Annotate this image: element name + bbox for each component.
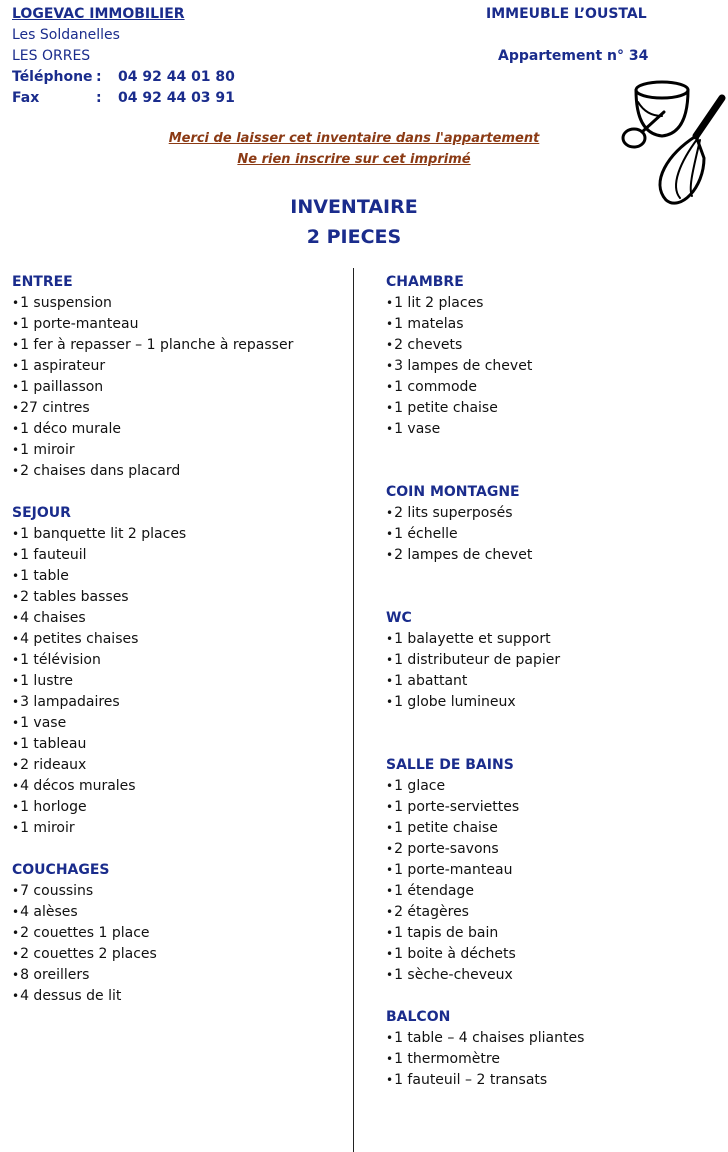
inventory-item: • 1 porte-manteau [12, 314, 293, 335]
inventory-item: • 1 sèche-cheveux [386, 965, 584, 986]
notice-line2: Ne rien inscrire sur cet imprimé [237, 152, 471, 167]
phone-label: Téléphone [12, 69, 93, 85]
inventory-item: • 4 chaises [12, 608, 293, 629]
phone-number: 04 92 44 01 80 [118, 69, 235, 85]
inventory-item: • 1 tapis de bain [386, 923, 584, 944]
inventory-item: • 3 lampadaires [12, 692, 293, 713]
inventory-item: • 1 petite chaise [386, 398, 584, 419]
inventory-item: • 1 porte-manteau [386, 860, 584, 881]
inventory-item: • 1 horloge [12, 797, 293, 818]
inventory-item: • 1 commode [386, 377, 584, 398]
fax-row [12, 90, 235, 106]
address-line1: Les Soldanelles [12, 27, 120, 43]
inventory-item: • 1 télévision [12, 650, 293, 671]
inventory-item: • 1 globe lumineux [386, 692, 584, 713]
inventory-item: • 1 vase [12, 713, 293, 734]
section-heading-wc: WC [386, 610, 412, 626]
fax-label: Fax [12, 90, 40, 106]
inventory-item: • 1 table – 4 chaises pliantes [386, 1028, 584, 1049]
section-heading-salle-de-bains: SALLE DE BAINS [386, 757, 514, 773]
inventory-item: • 2 chevets [386, 335, 584, 356]
fax-number: 04 92 44 03 91 [118, 90, 235, 106]
inventory-item: • 1 lit 2 places [386, 293, 584, 314]
inventory-item: • 1 balayette et support [386, 629, 584, 650]
section-list-balcon [386, 1028, 584, 1091]
inventory-item: • 1 fauteuil – 2 transats [386, 1070, 584, 1091]
inventory-item: • 2 couettes 1 place [12, 923, 293, 944]
inventory-item: • 7 coussins [12, 881, 293, 902]
inventory-item: • 2 porte-savons [386, 839, 584, 860]
section-list-coin-montagne [386, 503, 584, 566]
inventory-item: • 1 porte-serviettes [386, 797, 584, 818]
inventory-item: • 2 rideaux [12, 755, 293, 776]
inventory-item: • 1 thermomètre [386, 1049, 584, 1070]
inventory-item: • 27 cintres [12, 398, 293, 419]
left-column [12, 272, 293, 1007]
section-list-wc [386, 629, 584, 713]
phone-separator: : [96, 69, 102, 85]
inventory-item: • 2 étagères [386, 902, 584, 923]
section-heading-couchages: COUCHAGES [12, 862, 110, 878]
fax-separator: : [96, 90, 102, 106]
inventory-item: • 4 décos murales [12, 776, 293, 797]
column-divider [353, 268, 354, 1152]
inventory-item: • 1 fer à repasser – 1 planche à repasser [12, 335, 293, 356]
inventory-item: • 1 échelle [386, 524, 584, 545]
inventory-item: • 2 chaises dans placard [12, 461, 293, 482]
inventory-item: • 4 alèses [12, 902, 293, 923]
inventory-item: • 1 abattant [386, 671, 584, 692]
inventory-item: • 4 petites chaises [12, 629, 293, 650]
inventory-item: • 1 boite à déchets [386, 944, 584, 965]
inventory-item: • 1 suspension [12, 293, 293, 314]
section-heading-chambre: CHAMBRE [386, 274, 464, 290]
inventory-item: • 1 vase [386, 419, 584, 440]
inventory-item: • 1 étendage [386, 881, 584, 902]
inventory-item: • 1 aspirateur [12, 356, 293, 377]
building-name: IMMEUBLE L’OUSTAL [486, 6, 647, 22]
phone-row [12, 69, 235, 85]
page-subtitle: 2 PIECES [306, 226, 402, 248]
inventory-item: • 1 matelas [386, 314, 584, 335]
notice-line1: Merci de laisser cet inventaire dans l'appartement [168, 131, 540, 146]
page-title: INVENTAIRE [290, 196, 418, 218]
section-heading-coin-montagne: COIN MONTAGNE [386, 484, 520, 500]
inventory-item: • 2 tables basses [12, 587, 293, 608]
section-list-chambre [386, 293, 584, 440]
inventory-item: • 1 paillasson [12, 377, 293, 398]
inventory-item: • 1 déco murale [12, 419, 293, 440]
section-list-entree [12, 293, 293, 482]
inventory-item: • 3 lampes de chevet [386, 356, 584, 377]
section-heading-balcon: BALCON [386, 1009, 451, 1025]
inventory-item: • 1 table [12, 566, 293, 587]
inventory-item: • 1 miroir [12, 440, 293, 461]
inventory-item: • 2 lampes de chevet [386, 545, 584, 566]
inventory-item: • 1 miroir [12, 818, 293, 839]
inventory-item: • 4 dessus de lit [12, 986, 293, 1007]
inventory-item: • 1 tableau [12, 734, 293, 755]
inventory-item: • 1 fauteuil [12, 545, 293, 566]
inventory-item: • 2 lits superposés [386, 503, 584, 524]
inventory-item: • 8 oreillers [12, 965, 293, 986]
inventory-item: • 1 petite chaise [386, 818, 584, 839]
apartment-number: Appartement n° 34 [498, 48, 649, 64]
section-heading-entree: ENTREE [12, 274, 73, 290]
inventory-item: • 1 distributeur de papier [386, 650, 584, 671]
section-list-sejour [12, 524, 293, 839]
right-column [386, 272, 584, 1091]
inventory-item: • 1 glace [386, 776, 584, 797]
company-name: LOGEVAC IMMOBILIER [12, 6, 185, 22]
section-list-salle-de-bains [386, 776, 584, 986]
address-line2: LES ORRES [12, 48, 91, 64]
inventory-item: • 1 lustre [12, 671, 293, 692]
section-list-couchages [12, 881, 293, 1007]
inventory-item: • 1 banquette lit 2 places [12, 524, 293, 545]
section-heading-sejour: SEJOUR [12, 505, 71, 521]
inventory-item: • 2 couettes 2 places [12, 944, 293, 965]
